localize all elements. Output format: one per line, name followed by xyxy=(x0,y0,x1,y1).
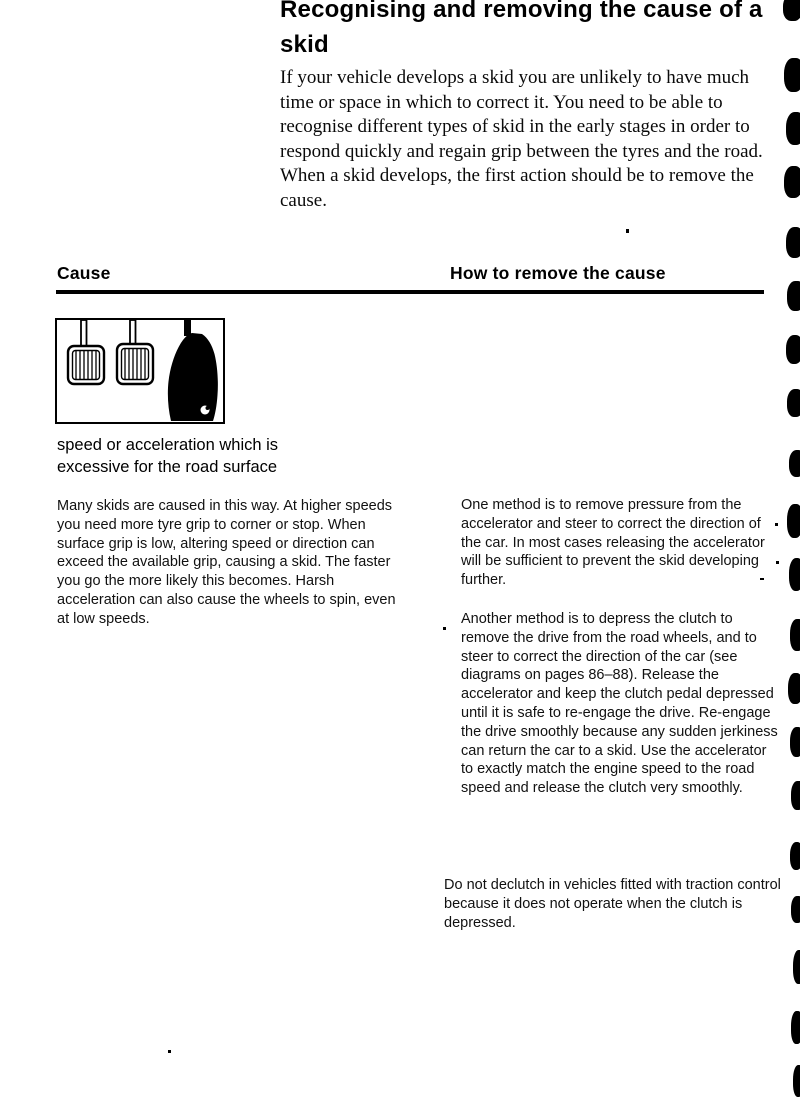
traction-control-note: Do not declutch in vehicles fitted with traction control because it does not operate when the clutch is depressed. xyxy=(444,877,781,931)
binding-mark xyxy=(786,335,800,364)
column-header-how-to-remove: How to remove the cause xyxy=(450,263,666,283)
binding-mark xyxy=(790,842,800,870)
binding-mark xyxy=(784,166,800,198)
binding-mark xyxy=(791,1011,800,1044)
binding-mark xyxy=(786,227,800,258)
binding-mark xyxy=(791,781,800,810)
binding-mark xyxy=(790,727,800,757)
remedy-paragraph-1: One method is to remove pressure from the accelerator and steer to correct the direction of the car. In most cases releasing the accelerator will be sufficient to prevent the skid developing further. xyxy=(461,497,765,589)
pedals-figure xyxy=(55,318,225,424)
scan-speck xyxy=(626,229,629,233)
scan-speck xyxy=(168,1050,171,1053)
binding-mark xyxy=(789,558,800,591)
scan-speck xyxy=(443,627,446,630)
binding-mark xyxy=(793,1065,800,1097)
binding-mark xyxy=(784,58,800,92)
binding-mark xyxy=(787,389,800,417)
intro-paragraph: If your vehicle develops a skid you are unlikely to have much time or space in which to correct it. You need to be able to recognise different types of skid in the early stages in order to respond quickly and regain grip between the tyres and the road. When a skid develops, the first action should be to remove the cause. xyxy=(280,67,763,211)
foot-on-accelerator-pedals-icon xyxy=(57,320,222,421)
remedy-paragraph-2: Another method is to depress the clutch to remove the drive from the road wheels, and to steer to correct the direction of the car (see diagrams on pages 86–88). Release the accelerator and keep the clutch pedal depressed until it is safe to re-engage the drive. Re-engage the drive smoothly because any sudden jerkiness can return the car to a skid. Use the accelerator to exactly match the engine speed to the road speed and release the clutch very smoothly. xyxy=(461,611,778,797)
header-divider-rule xyxy=(56,290,764,294)
binding-mark xyxy=(790,619,800,651)
column-header-cause: Cause xyxy=(57,263,111,283)
binding-mark xyxy=(787,504,800,538)
spiral-binding-marks xyxy=(770,0,800,1108)
scan-speck xyxy=(775,523,778,526)
binding-mark xyxy=(791,896,800,923)
page-title: Recognising and removing the cause of a skid xyxy=(280,0,763,58)
binding-mark xyxy=(788,673,800,704)
binding-mark xyxy=(793,950,800,984)
binding-mark xyxy=(783,0,800,21)
figure-caption: speed or acceleration which is excessive for the road surface xyxy=(57,436,279,476)
binding-mark xyxy=(787,281,800,311)
binding-mark xyxy=(789,450,800,477)
binding-mark xyxy=(786,112,800,145)
scan-speck xyxy=(760,578,764,580)
cause-paragraph: Many skids are caused in this way. At higher speeds you need more tyre grip to corner or stop. When surface grip is low, altering speed or direction can exceed the available grip, causing a skid. The faster you go the more likely this becomes. Harsh acceleration can also cause the wheels to spin, even at low speeds. xyxy=(57,498,396,627)
scan-speck xyxy=(776,561,779,564)
